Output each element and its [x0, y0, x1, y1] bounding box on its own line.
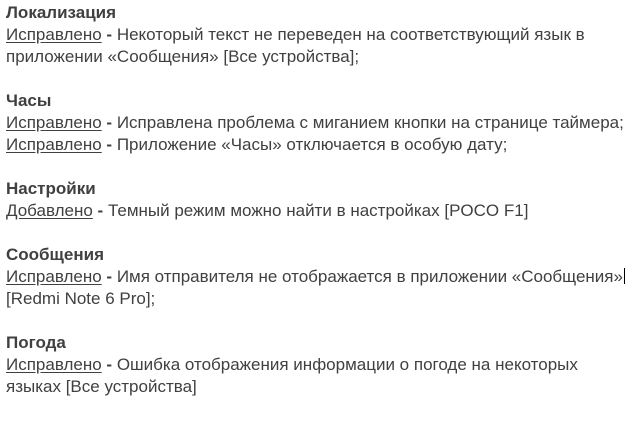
entry-separator: -: [92, 201, 108, 220]
entry-separator: -: [101, 267, 117, 286]
section-title: Часы: [6, 91, 52, 110]
entry-separator: -: [101, 355, 117, 374]
section-title: Сообщения: [6, 245, 104, 264]
entry-text: Некоторый текст не переведен на соответствующий язык в приложении «Сообщения» [Все устройства];: [6, 25, 585, 66]
section-clock: [6, 90, 626, 156]
entry-text: Темный режим можно найти в настройках [POCO F1]: [107, 201, 529, 220]
changelog-entry: [6, 200, 626, 222]
entry-text: Ошибка отображения информации о погоде на некоторых языках [Все устройства]: [6, 355, 578, 396]
changelog-entry: [6, 266, 626, 310]
section-settings: [6, 178, 626, 222]
changelog-entry: [6, 112, 626, 134]
entry-tag: Добавлено: [6, 201, 93, 220]
entry-separator: -: [101, 135, 117, 154]
section-title: Настройки: [6, 179, 96, 198]
section-title: Погода: [6, 333, 66, 352]
section-weather: [6, 332, 626, 398]
entry-tag: Исправлено: [6, 355, 102, 374]
changelog-entry: [6, 354, 626, 398]
section-title: Локализация: [6, 3, 117, 22]
changelog-entry: [6, 24, 626, 68]
entry-tag: Исправлено: [6, 135, 102, 154]
entry-separator: -: [101, 113, 117, 132]
entry-text: Приложение «Часы» отключается в особую дату;: [116, 135, 508, 154]
changelog-entry: [6, 134, 626, 156]
entry-tag: Исправлено: [6, 113, 102, 132]
section-messages: [6, 244, 626, 310]
text-cursor: [624, 268, 625, 284]
entry-tag: Исправлено: [6, 25, 102, 44]
entry-text: Исправлена проблема с миганием кнопки на странице таймера;: [116, 113, 624, 132]
entry-tag: Исправлено: [6, 267, 102, 286]
entry-text: Имя отправителя не отображается в приложении «Сообщения»: [116, 267, 623, 286]
entry-separator: -: [101, 25, 117, 44]
section-localization: [6, 2, 626, 68]
entry-text-after-cursor: [Redmi Note 6 Pro];: [6, 289, 156, 308]
